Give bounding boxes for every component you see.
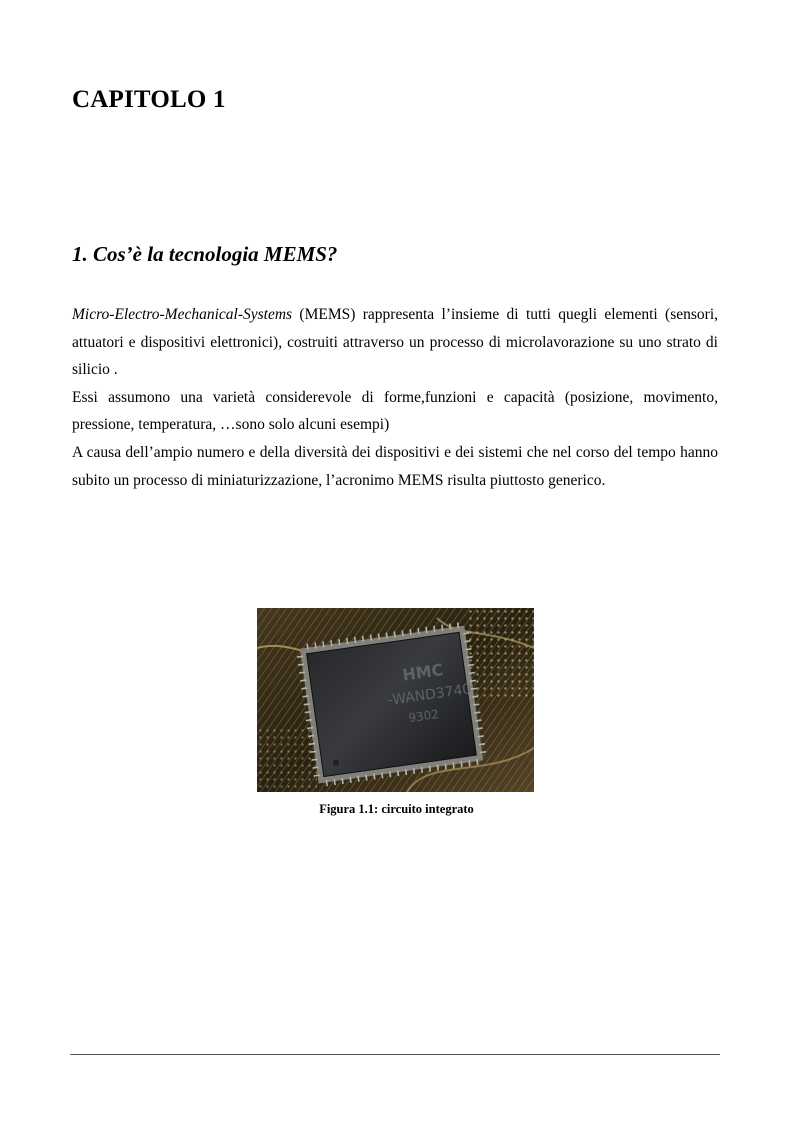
paragraph-mems-definition	[72, 301, 718, 384]
paragraph-text: (MEMS) rappresenta l’insieme di tutti quegli elementi (sensori, attuatori e dispositivi elettronici), costruiti attraverso un processo di microlavorazione su uno strato di silicio .	[72, 306, 718, 379]
paragraph-mems-acronym: A causa dell’ampio numero e della diversità dei dispositivi e dei sistemi che nel corso del tempo hanno subito un processo di miniaturizzazione, l’acronimo MEMS risulta piuttosto generico.	[72, 443, 718, 489]
chip-marking-line: HMC	[401, 660, 445, 685]
figure-caption: Figura 1.1: circuito integrato	[319, 802, 474, 816]
section-title: 1. Cos’è la tecnologia MEMS?	[72, 242, 338, 266]
chapter-title: CAPITOLO 1	[72, 86, 226, 113]
integrated-circuit-photo	[257, 608, 534, 792]
footer-divider	[70, 1054, 720, 1055]
body-text	[72, 301, 718, 494]
chip-marking-line: 9302	[407, 707, 440, 726]
chip-marking-line: -WAND3740	[386, 681, 473, 709]
paragraph-italic-lead: Micro-Electro-Mechanical-Systems	[72, 306, 293, 323]
paragraph-mems-forms: Essi assumono una varietà considerevole di forme,funzioni e capacità (posizione, movimento, pressione, temperatura, …sono solo alcuni esempi)	[72, 388, 718, 434]
